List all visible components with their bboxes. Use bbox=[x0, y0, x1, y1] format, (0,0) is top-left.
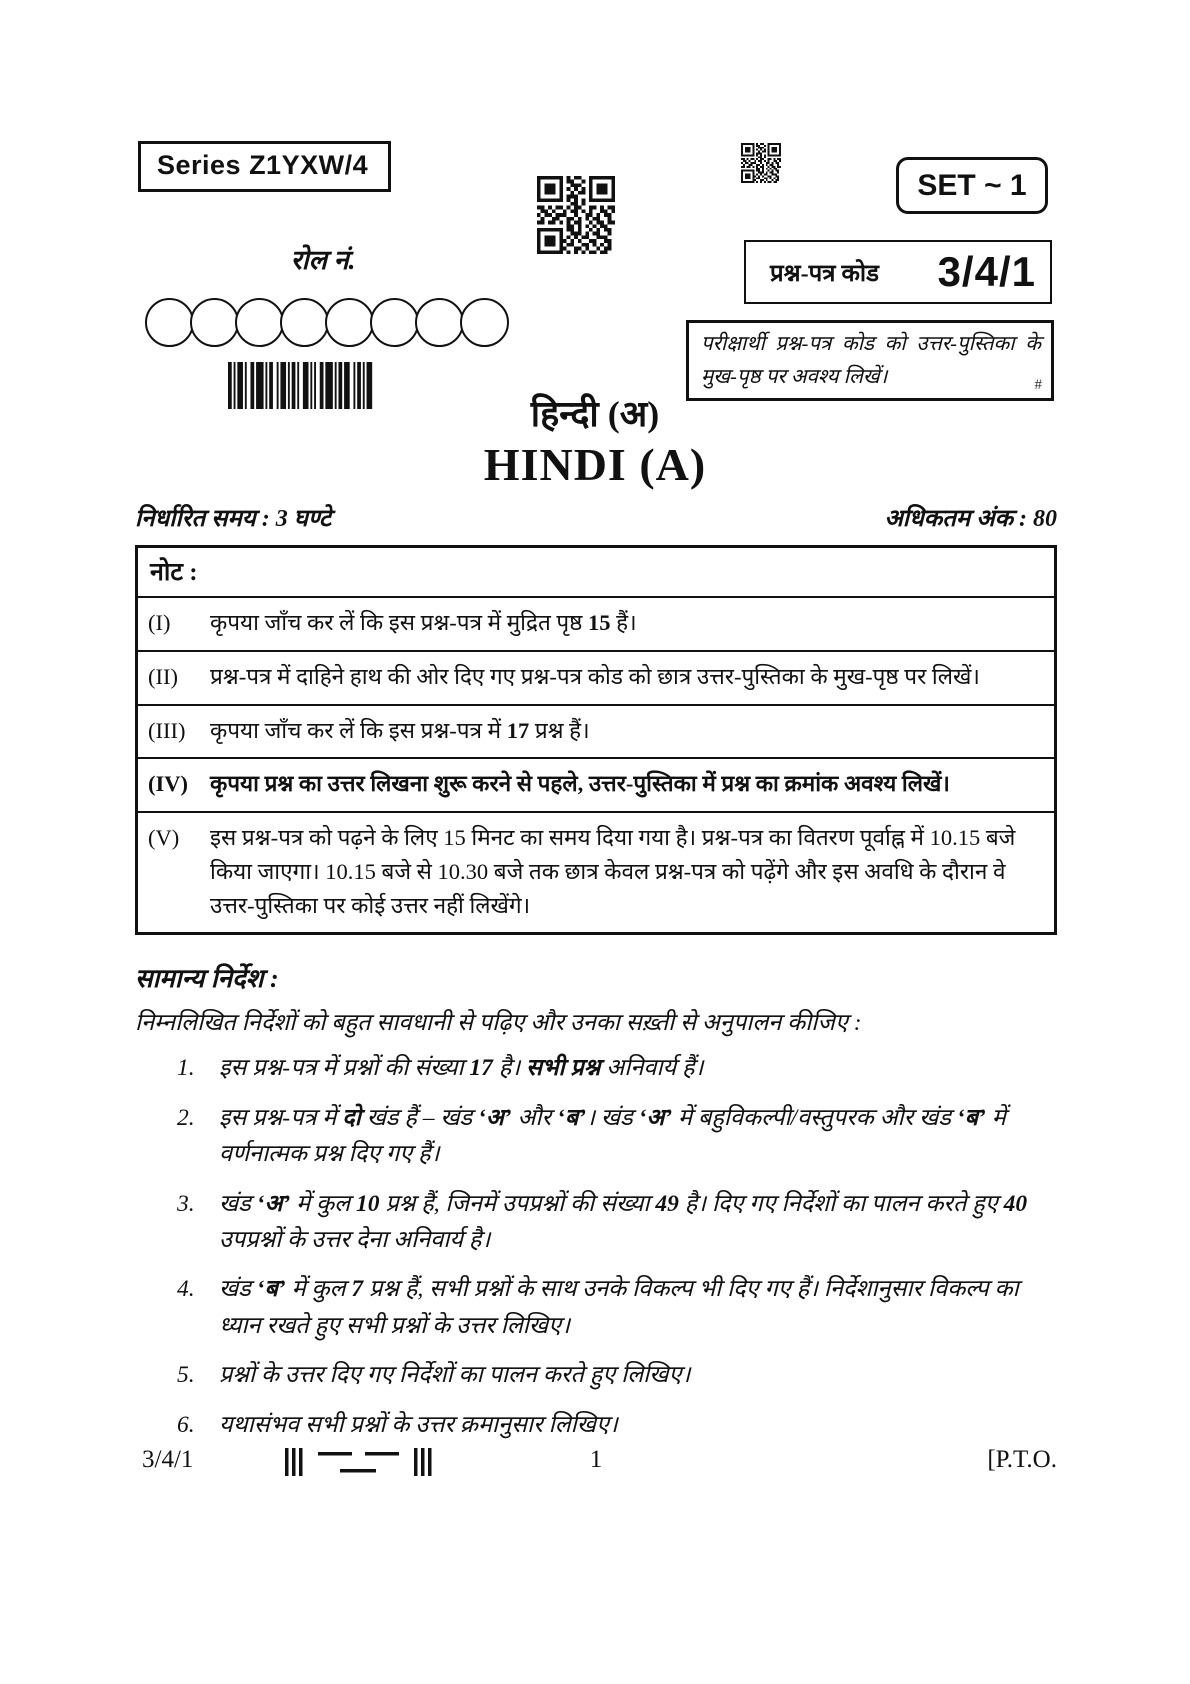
series-code: Series Z1YXW/4 bbox=[157, 150, 369, 180]
paper-title-english: HINDI (A) bbox=[483, 439, 707, 490]
footer-paper-code: 3/4/1 bbox=[142, 1446, 194, 1473]
note-item bbox=[138, 650, 1054, 704]
instruction-text: प्रश्नों के उत्तर दिए गए निर्देशों का पालन करते हुए लिखिए। bbox=[219, 1362, 691, 1389]
roll-number-bubble bbox=[145, 298, 194, 347]
paper-code-box bbox=[744, 240, 1052, 304]
note-item-text: कृपया जाँच कर लें कि इस प्रश्न-पत्र में 17 प्रश्न हैं। bbox=[210, 717, 590, 743]
candidate-instruction-text: परीक्षार्थी प्रश्न-पत्र कोड को उत्तर-पुस्तिका के मुख-पृष्ठ पर अवश्य लिखें। bbox=[701, 333, 1041, 388]
note-item-label: (V) bbox=[148, 825, 180, 850]
note-item-label: (II) bbox=[148, 663, 178, 689]
note-item-text: कृपया जाँच कर लें कि इस प्रश्न-पत्र में मुद्रित पृष्ठ 15 हैं। bbox=[210, 610, 637, 635]
note-table bbox=[135, 545, 1057, 935]
instruction-text: इस प्रश्न-पत्र में दो खंड हैं – खंड ‘अ’ और ‘ब’। खंड ‘अ’ में बहुविकल्पी/वस्तुपरक और खंड ‘ब’ में वर्णनात्मक प्रश्न दिए गए हैं। bbox=[219, 1104, 1006, 1168]
roll-number-bubble bbox=[190, 298, 239, 347]
roll-number-bubble bbox=[235, 298, 284, 347]
set-number: SET ~ 1 bbox=[917, 168, 1027, 202]
note-item bbox=[138, 596, 1054, 650]
instruction-number: 6. bbox=[177, 1411, 195, 1438]
general-instructions-intro: निम्नलिखित निर्देशों को बहुत सावधानी से पढ़िए और उनका सख़्ती से अनुपालन कीजिए : bbox=[135, 1010, 862, 1037]
note-item-text: इस प्रश्न-पत्र को पढ़ने के लिए 15 मिनट का समय दिया गया है। प्रश्न-पत्र का वितरण पूर्वाह्न में 10.15 बजे किया जाएगा। 10.15 बजे से 10.30 बजे तक छात्र केवल प्रश्न-पत्र को पढ़ेंगे और इस अवधि के दौरान वे उत्तर-पुस्तिका पर कोई उत्तर नहीं लिखेंगे। bbox=[210, 825, 1016, 918]
roll-number-bubble bbox=[370, 298, 419, 347]
instruction-text: यथासंभव सभी प्रश्नों के उत्तर क्रमानुसार लिखिए। bbox=[219, 1411, 618, 1438]
page-footer bbox=[135, 1444, 1057, 1484]
instruction-text: खंड ‘ब’ में कुल 7 प्रश्न हैं, सभी प्रश्नों के साथ उनके विकल्प भी दिए गए हैं। निर्देशानुसार विकल्प का ध्यान रखते हुए सभी प्रश्नों के उत्तर लिखिए। bbox=[219, 1276, 1019, 1339]
instruction-item bbox=[135, 1357, 1057, 1393]
instruction-number: 2. bbox=[177, 1104, 195, 1131]
note-item-label: (IV) bbox=[148, 771, 188, 797]
roll-number-bubble bbox=[460, 298, 509, 347]
note-item-label: (I) bbox=[148, 610, 171, 635]
instruction-item bbox=[135, 1050, 1057, 1086]
instruction-number: 3. bbox=[177, 1190, 195, 1217]
note-item bbox=[138, 811, 1054, 932]
time-marks-row bbox=[135, 501, 1057, 534]
note-item-text: कृपया प्रश्न का उत्तर लिखना शुरू करने से पहले, उत्तर-पुस्तिका में प्रश्न का क्रमांक अवश्य लिखें। bbox=[210, 771, 950, 797]
instruction-text: खंड ‘अ’ में कुल 10 प्रश्न हैं, जिनमें उपप्रश्नों की संख्या 49 है। दिए गए निर्देशों का पालन करते हुए 40 उपप्रश्नों के उत्तर देना अनिवार्य है। bbox=[219, 1190, 1028, 1253]
maximum-marks: अधिकतम अंक : 80 bbox=[884, 506, 1057, 532]
series-code-box bbox=[138, 141, 391, 192]
instruction-item bbox=[135, 1407, 1057, 1443]
roll-number-bubble bbox=[415, 298, 464, 347]
note-item bbox=[138, 757, 1054, 811]
note-item-text: प्रश्न-पत्र में दाहिने हाथ की ओर दिए गए प्रश्न-पत्र कोड को छात्र उत्तर-पुस्तिका के मुख-पृष्ठ पर लिखें। bbox=[210, 663, 980, 689]
allotted-time: निर्धारित समय : 3 घण्टे bbox=[135, 506, 332, 532]
general-instructions-heading: सामान्य निर्देश : bbox=[135, 964, 279, 994]
main-content bbox=[135, 501, 1057, 1443]
note-item-label: (III) bbox=[148, 717, 186, 743]
roll-number-bubble bbox=[325, 298, 374, 347]
instruction-item bbox=[135, 1100, 1057, 1173]
instruction-item bbox=[135, 1271, 1057, 1344]
set-number-box bbox=[896, 157, 1048, 214]
instruction-item bbox=[135, 1186, 1057, 1259]
note-item bbox=[138, 704, 1054, 758]
paper-code-value: 3/4/1 bbox=[937, 248, 1036, 295]
instruction-number: 1. bbox=[177, 1055, 195, 1082]
paper-title-hindi: हिन्दी (अ) bbox=[530, 394, 660, 434]
general-instructions bbox=[135, 959, 1057, 1443]
instruction-text: इस प्रश्न-पत्र में प्रश्नों की संख्या 17 है। सभी प्रश्न अनिवार्य हैं। bbox=[219, 1055, 704, 1082]
roll-number-bubble bbox=[280, 298, 329, 347]
pto-label: [P.T.O. bbox=[987, 1446, 1057, 1473]
hash-mark: # bbox=[1034, 377, 1042, 393]
qr-code-icon bbox=[537, 176, 615, 254]
page-number: 1 bbox=[589, 1446, 603, 1473]
roll-number-label: रोल नं. bbox=[290, 245, 356, 275]
paper-code-label: प्रश्न-पत्र कोड bbox=[770, 260, 879, 287]
roll-number-bubbles bbox=[145, 298, 509, 347]
note-heading: नोट : bbox=[150, 559, 198, 586]
qr-code-small-icon bbox=[741, 143, 781, 183]
instruction-number: 5. bbox=[177, 1362, 195, 1389]
instruction-number: 4. bbox=[177, 1276, 195, 1303]
